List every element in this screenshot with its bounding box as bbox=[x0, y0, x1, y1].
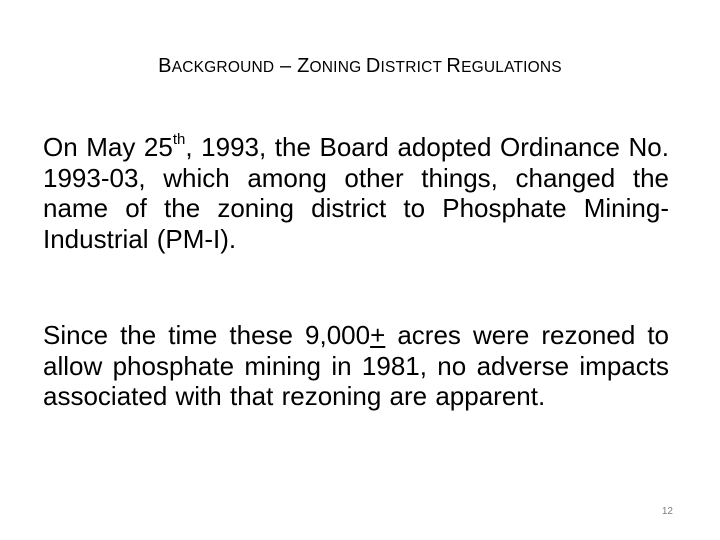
paragraph-rezoning-start: Since the time these 9,000 bbox=[43, 320, 371, 350]
title-dash: – bbox=[274, 55, 298, 77]
title-word-background: ACKGROUND bbox=[171, 59, 275, 76]
paragraph-rezoning-rest: acres were rezoned to allow phosphate mining in 1981, no adverse impacts associated with that rezoning are apparent. bbox=[43, 320, 669, 411]
title-word-regulations: EGULATIONS bbox=[461, 59, 562, 76]
slide-title bbox=[0, 55, 720, 78]
title-letter-d: D bbox=[365, 55, 381, 77]
title-letter-z: Z bbox=[297, 55, 310, 77]
plus-minus-symbol: + bbox=[370, 320, 386, 350]
title-letter-b: B bbox=[158, 55, 172, 77]
title-word-zoning: ONING bbox=[309, 59, 366, 76]
paragraph-ordinance bbox=[43, 132, 669, 254]
title-word-district: ISTRICT bbox=[380, 59, 447, 76]
title-letter-r: R bbox=[446, 55, 462, 77]
page-number: 12 bbox=[661, 506, 673, 517]
paragraph-ordinance-rest: , 1993, the Board adopted Ordinance No. 1993-03, which among other things, changed the name of the zoning district to Phosphate Mining-Industrial (PM-I). bbox=[43, 132, 669, 254]
paragraph-rezoning bbox=[43, 320, 669, 412]
ordinal-suffix: th bbox=[172, 131, 186, 149]
paragraph-ordinance-start: On May 25 bbox=[43, 132, 173, 162]
